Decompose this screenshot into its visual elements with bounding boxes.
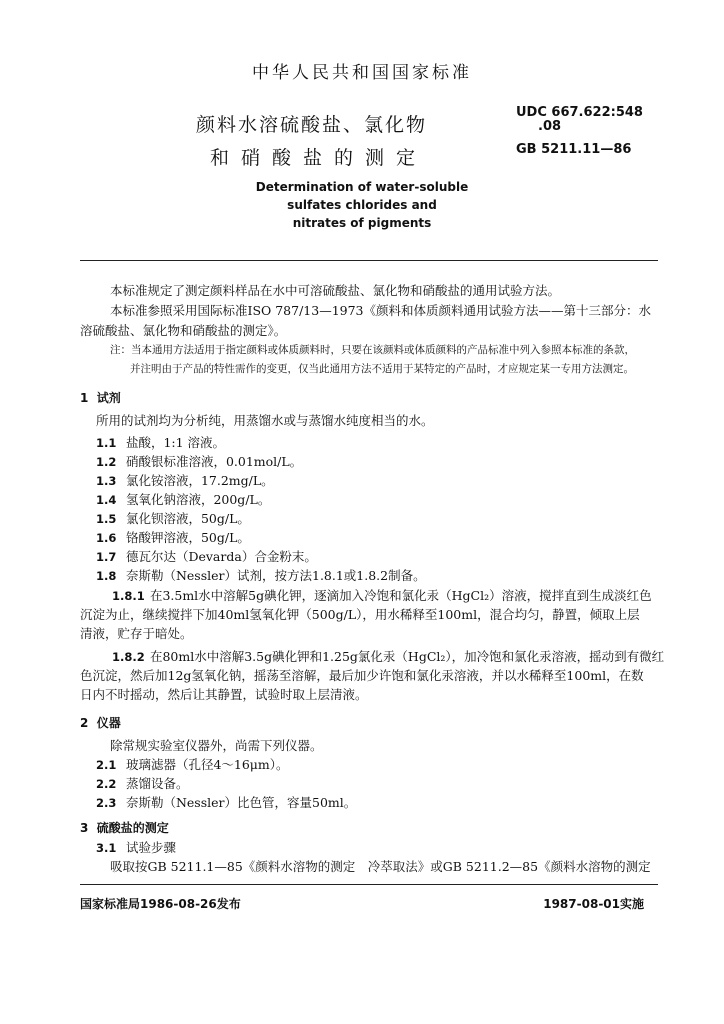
intro-p2a: 本标准参照采用国际标准ISO 787/13—1973《颜料和体质颜料通用试验方法——第十三部分：水	[110, 303, 652, 318]
intro-p1: 本标准规定了测定颜料样品在水中可溶硫酸盐、氯化物和硝酸盐的通用试验方法。	[110, 283, 561, 298]
gb-code: GB 5211.11—86	[516, 142, 632, 157]
section-2-number: 2	[80, 716, 89, 730]
standard-header: 中华人民共和国国家标准	[252, 63, 472, 83]
list-item: 1.5 氯化钡溶液，50g/L。	[96, 511, 250, 526]
list-item: 1.3 氯化铵溶液，17.2mg/L。	[96, 473, 274, 488]
section-3-title: 硫酸盐的测定	[96, 821, 169, 835]
section-1-heading	[80, 389, 121, 406]
list-item: 2.1 玻璃滤器（孔径4～16μm）。	[96, 757, 289, 772]
header-rule	[80, 260, 658, 261]
list-item: 1.2 硝酸银标准溶液，0.01mol/L。	[96, 454, 303, 469]
subsection-1-8-2-line-b: 色沉淀，然后加12g氢氧化钠，摇荡至溶解，最后加少许饱和氯化汞溶液，并以水稀释至100ml，在数	[80, 668, 644, 683]
subsection-3-1-heading: 3.1 试验步骤	[96, 840, 176, 855]
english-title-1: Determination of water-soluble	[255, 180, 469, 194]
list-item: 2.3 奈斯勒（Nessler）比色管，容量50ml。	[96, 795, 357, 810]
section-3-number: 3	[80, 821, 89, 835]
effective-date: 1987-08-01实施	[543, 897, 644, 911]
intro-p2b: 溶硫酸盐、氯化物和硝酸盐的测定》。	[80, 323, 287, 338]
section-2-title: 仪器	[96, 716, 121, 730]
section-3-heading	[80, 819, 169, 836]
subsection-1-8-1-line-a: 1.8.1 在3.5ml水中溶解5g碘化钾，逐滴加入冷饱和氯化汞（HgCl₂）溶液，搅拌直到生成淡红色	[112, 588, 652, 603]
section-2-intro: 除常规实验室仪器外，尚需下列仪器。	[110, 738, 323, 753]
udc-code	[516, 106, 643, 134]
subsection-3-1-text: 吸取按GB 5211.1—85《颜料水溶物的测定 冷萃取法》或GB 5211.2—85《颜料水溶物的测定	[110, 859, 651, 874]
list-item: 1.6 铬酸钾溶液，50g/L。	[96, 530, 250, 545]
list-item: 1.1 盐酸，1:1 溶液。	[96, 435, 226, 450]
section-2-heading	[80, 714, 121, 731]
list-item: 1.7 德瓦尔达（Devarda）合金粉末。	[96, 549, 317, 564]
english-title-2: sulfates chlorides and	[287, 198, 437, 212]
issue-date: 国家标准局1986-08-26发布	[80, 897, 241, 911]
list-item: 1.8 奈斯勒（Nessler）试剂，按方法1.8.1或1.8.2制备。	[96, 568, 426, 583]
section-1-number: 1	[80, 391, 89, 405]
subsection-1-8-1-line-c: 清液，贮存于暗处。	[80, 626, 193, 641]
intro-note-b: 并注明由于产品的特性需作的变更，仅当此通用方法不适用于某特定的产品时，才应规定某一专用方法测定。	[130, 363, 634, 375]
subsection-1-8-2-line-c: 日内不时摇动，然后让其静置，试验时取上层清液。	[80, 687, 368, 702]
intro-note-a: 注：当本通用方法适用于指定颜料或体质颜料时，只要在该颜料或体质颜料的产品标准中列入参照本标准的条款，	[110, 344, 635, 356]
section-1-title: 试剂	[96, 391, 121, 405]
subsection-1-8-1-line-b: 沉淀为止，继续搅拌下加40ml氢氧化钾（500g/L），用水稀释至100ml，混合均匀，静置，倾取上层	[80, 607, 640, 622]
title-line-2: 和硝酸盐的测定	[210, 147, 428, 169]
subsection-1-8-2-line-a: 1.8.2 在80ml水中溶解3.5g碘化钾和1.25g氯化汞（HgCl₂），加冷饱和氯化汞溶液，摇动到有微红	[112, 649, 665, 664]
udc-line-1: UDC 667.622:548	[516, 105, 643, 120]
list-item: 1.4 氢氧化钠溶液，200g/L。	[96, 492, 271, 507]
udc-line-2: .08	[538, 119, 562, 134]
footer-rule	[80, 884, 658, 885]
english-title-3: nitrates of pigments	[292, 216, 432, 230]
title-line-1: 颜料水溶硫酸盐、氯化物	[196, 114, 428, 136]
section-1-intro: 所用的试剂均为分析纯，用蒸馏水或与蒸馏水纯度相当的水。	[96, 413, 434, 428]
list-item: 2.2 蒸馏设备。	[96, 776, 189, 791]
